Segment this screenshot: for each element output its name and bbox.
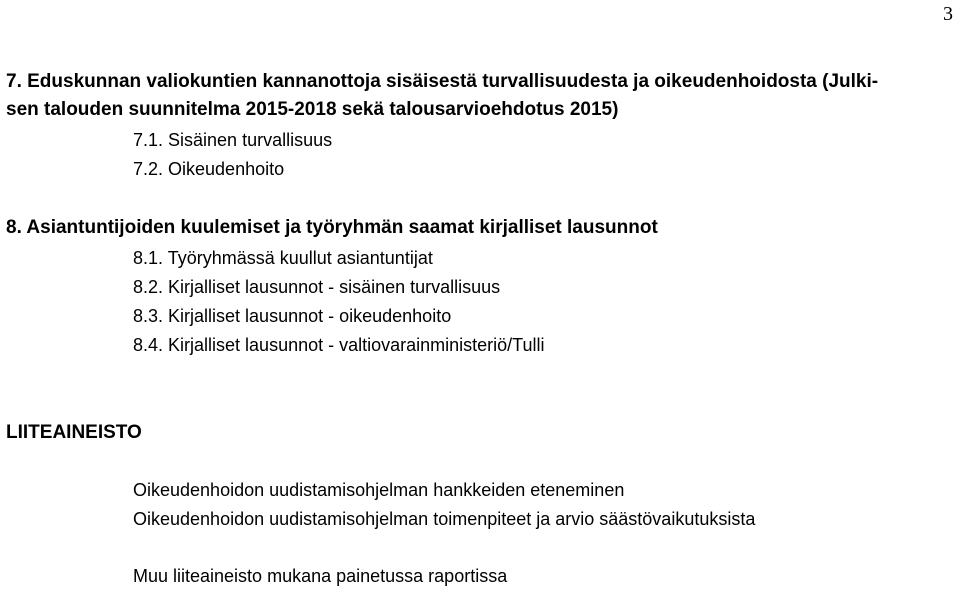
section-7-2-item: 7.2. Oikeudenhoito: [133, 159, 285, 179]
section-8-1-item: 8.1. Työryhmässä kuullut asiantuntijat: [133, 248, 433, 268]
attachments-heading: LIITEAINEISTO: [6, 422, 142, 443]
page-number: 3: [943, 3, 953, 25]
section-7-heading-line-2: sen talouden suunnitelma 2015-2018 sekä talousarvioehdotus 2015): [6, 99, 619, 120]
section-8-heading: 8. Asiantuntijoiden kuulemiset ja työryhmän saamat kirjalliset lausunnot: [6, 217, 658, 238]
attachments-note: Muu liiteaineisto mukana painetussa raportissa: [133, 566, 508, 586]
section-8-3-item: 8.3. Kirjalliset lausunnot - oikeudenhoito: [133, 306, 452, 326]
section-7-1-item: 7.1. Sisäinen turvallisuus: [133, 130, 333, 150]
section-8-4-item: 8.4. Kirjalliset lausunnot - valtiovarainministeriö/Tulli: [133, 335, 545, 355]
section-7-heading-line-1: 7. Eduskunnan valiokuntien kannanottoja sisäisestä turvallisuudesta ja oikeudenhoidosta (Julki-: [6, 71, 879, 92]
section-8-2-item: 8.2. Kirjalliset lausunnot - sisäinen turvallisuus: [133, 277, 501, 297]
attachment-item-measures: Oikeudenhoidon uudistamisohjelman toimenpiteet ja arvio säästövaikutuksista: [133, 509, 756, 529]
attachment-item-progress: Oikeudenhoidon uudistamisohjelman hankkeiden eteneminen: [133, 480, 625, 500]
